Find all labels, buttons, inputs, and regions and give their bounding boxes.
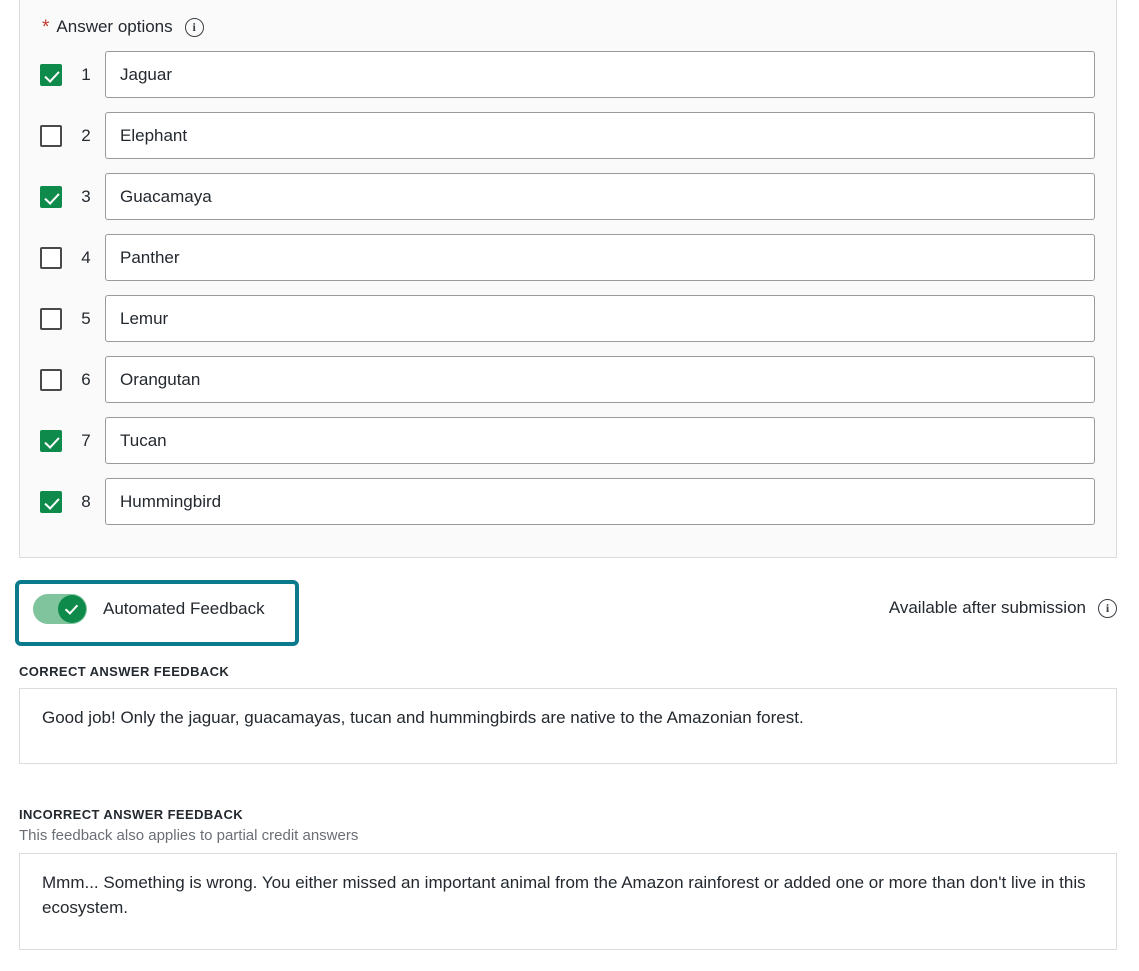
option-row [20, 349, 1116, 410]
info-icon[interactable]: i [1098, 599, 1117, 618]
option-index-7: 7 [81, 430, 91, 450]
automated-feedback-label: Automated Feedback [103, 599, 265, 618]
incorrect-feedback-input[interactable]: Mmm... Something is wrong. You either missed an important animal from the Amazon rainforest or added one or more than don't live in this ecosystem. [19, 853, 1117, 950]
option-row [20, 410, 1116, 471]
option-input-6[interactable]: Orangutan [105, 356, 1095, 403]
automated-feedback-bar [19, 580, 1117, 642]
automated-feedback-toggle[interactable] [33, 594, 265, 624]
option-row [20, 44, 1116, 105]
option-input-5[interactable]: Lemur [105, 295, 1095, 342]
check-icon [58, 595, 86, 623]
option-input-8[interactable]: Hummingbird [105, 478, 1095, 525]
option-index-5: 5 [81, 308, 91, 328]
option-checkbox-3[interactable] [40, 186, 62, 208]
option-checkbox-1[interactable] [40, 64, 62, 86]
option-input-3[interactable]: Guacamaya [105, 173, 1095, 220]
incorrect-feedback-sublabel: This feedback also applies to partial credit answers [19, 827, 359, 844]
answer-options-header [20, 0, 1116, 44]
option-checkbox-5[interactable] [40, 308, 62, 330]
option-index-2: 2 [81, 125, 91, 145]
option-row [20, 471, 1116, 532]
option-checkbox-4[interactable] [40, 247, 62, 269]
option-input-1[interactable]: Jaguar [105, 51, 1095, 98]
option-input-7[interactable]: Tucan [105, 417, 1095, 464]
option-input-2[interactable]: Elephant [105, 112, 1095, 159]
option-row [20, 227, 1116, 288]
incorrect-answer-feedback-section [19, 807, 1117, 950]
option-checkbox-2[interactable] [40, 125, 62, 147]
option-row [20, 166, 1116, 227]
option-input-4[interactable]: Panther [105, 234, 1095, 281]
option-row [20, 105, 1116, 166]
option-checkbox-6[interactable] [40, 369, 62, 391]
option-checkbox-8[interactable] [40, 491, 62, 513]
answer-options-title: Answer options [56, 17, 173, 36]
option-index-6: 6 [81, 369, 91, 389]
availability-text: Available after submission [888, 598, 1086, 617]
option-index-8: 8 [81, 491, 91, 511]
correct-answer-feedback-section [19, 664, 1117, 764]
info-icon[interactable]: i [185, 18, 204, 37]
availability-group [889, 598, 1117, 618]
required-marker: * [42, 16, 50, 38]
toggle-switch[interactable] [33, 594, 87, 624]
answer-options-panel [19, 0, 1117, 558]
option-index-3: 3 [81, 186, 91, 206]
option-checkbox-7[interactable] [40, 430, 62, 452]
correct-feedback-label: CORRECT ANSWER FEEDBACK [19, 664, 230, 679]
option-index-1: 1 [81, 64, 91, 84]
incorrect-feedback-label: INCORRECT ANSWER FEEDBACK [19, 807, 244, 822]
option-row [20, 288, 1116, 349]
correct-feedback-input[interactable]: Good job! Only the jaguar, guacamayas, tucan and hummingbirds are native to the Amazonian forest. [19, 688, 1117, 764]
option-index-4: 4 [81, 247, 91, 267]
